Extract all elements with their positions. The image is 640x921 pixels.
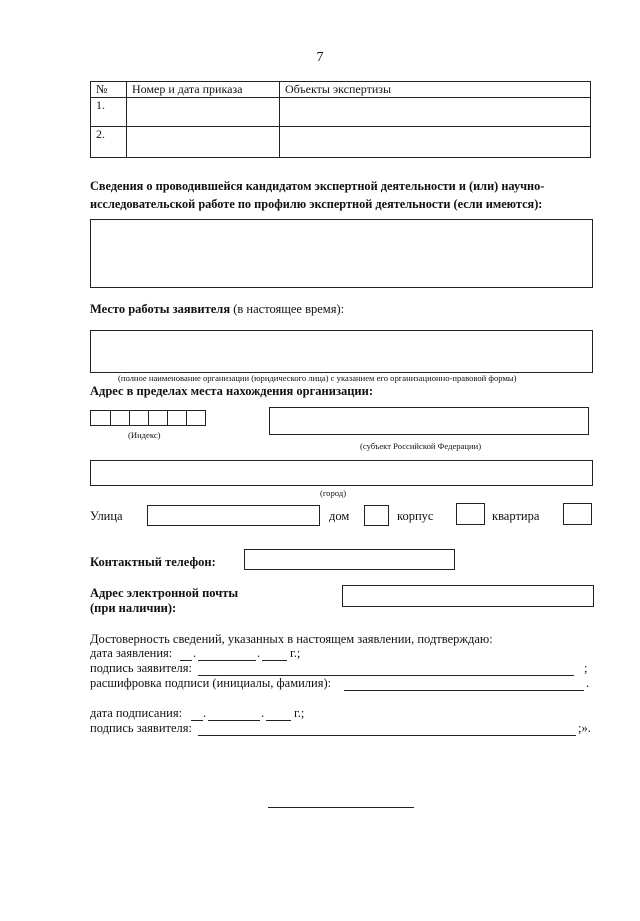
signing-date-label: дата подписания: (90, 706, 183, 720)
signature-end: ; (584, 661, 588, 675)
phone-label: Контактный телефон: (90, 555, 216, 569)
decoding-end: . (586, 676, 590, 690)
index-cell-divider (110, 411, 111, 425)
street-field[interactable] (147, 505, 320, 526)
orders-table (90, 81, 591, 158)
workplace-title-bold: Место работы заявителя (90, 302, 231, 316)
city-field[interactable] (90, 460, 593, 486)
signing-signature-end: ;». (578, 721, 591, 735)
signing-signature-label: подпись заявителя: (90, 721, 192, 735)
email-label-note: (при наличии): (90, 601, 177, 615)
index-label: (Индекс) (128, 430, 161, 440)
table-cell-order[interactable] (127, 98, 280, 127)
experience-section-title: Сведения о проводившейся кандидатом экспертной деятельности и (или) научно-исследовательской работе по профилю экспертной деятельности (если имеются): (90, 179, 545, 211)
date-separator: . (257, 646, 261, 660)
phone-field[interactable] (244, 549, 455, 570)
building-field[interactable] (456, 503, 485, 525)
city-label: (город) (320, 488, 347, 498)
email-label: Адрес электронной почты (90, 586, 239, 600)
date-separator: . (193, 646, 197, 660)
building-label: корпус (397, 509, 434, 523)
index-cell-divider (167, 411, 168, 425)
end-divider (268, 807, 414, 808)
table-row (91, 98, 591, 127)
experience-field[interactable] (90, 219, 593, 288)
table-cell-number: 1. (91, 98, 127, 127)
date-year-line[interactable] (262, 660, 287, 661)
date-separator: . (203, 706, 207, 720)
table-cell-number: 2. (91, 127, 127, 158)
table-cell-objects[interactable] (280, 127, 591, 158)
postal-index-field[interactable] (90, 410, 206, 426)
decoding-line[interactable] (344, 690, 584, 691)
date-suffix: г.; (294, 706, 305, 720)
page-number: 7 (316, 50, 324, 65)
address-title: Адрес в пределах места нахождения организации: (90, 384, 373, 398)
workplace-hint: (полное наименование организации (юридического лица) с указанием его организационно-правовой формы) (118, 373, 517, 383)
date-month-line[interactable] (198, 660, 256, 661)
table-cell-objects[interactable] (280, 98, 591, 127)
subject-label: (субъект Российской Федерации) (360, 441, 482, 451)
table-header-cell: № (91, 82, 127, 98)
table-header-row (91, 82, 591, 98)
workplace-title-rest: (в настоящее время): (230, 302, 345, 316)
subject-field[interactable] (269, 407, 589, 435)
apartment-label: квартира (492, 509, 540, 523)
table-header-cell: Объекты экспертизы (280, 82, 591, 98)
table-row (91, 127, 591, 158)
table-header-cell: Номер и дата приказа (127, 82, 280, 98)
confirmation-text: Достоверность сведений, указанных в настоящем заявлении, подтверждаю: (90, 632, 493, 646)
table-cell-order[interactable] (127, 127, 280, 158)
apartment-field[interactable] (563, 503, 592, 525)
house-field[interactable] (364, 505, 389, 526)
email-field[interactable] (342, 585, 594, 607)
house-label: дом (329, 509, 350, 523)
index-cell-divider (186, 411, 187, 425)
date-suffix: г.; (290, 646, 301, 660)
decoding-label: расшифровка подписи (инициалы, фамилия): (90, 676, 332, 690)
signature-label: подпись заявителя: (90, 661, 192, 675)
workplace-title (90, 302, 344, 317)
signing-signature-line[interactable] (198, 735, 576, 736)
street-label: Улица (90, 509, 123, 523)
date-separator: . (261, 706, 265, 720)
application-date-label: дата заявления: (90, 646, 173, 660)
signing-day-line[interactable] (191, 720, 203, 721)
index-cell-divider (148, 411, 149, 425)
workplace-field[interactable] (90, 330, 593, 373)
signing-month-line[interactable] (208, 720, 260, 721)
signing-year-line[interactable] (266, 720, 291, 721)
index-cell-divider (129, 411, 130, 425)
